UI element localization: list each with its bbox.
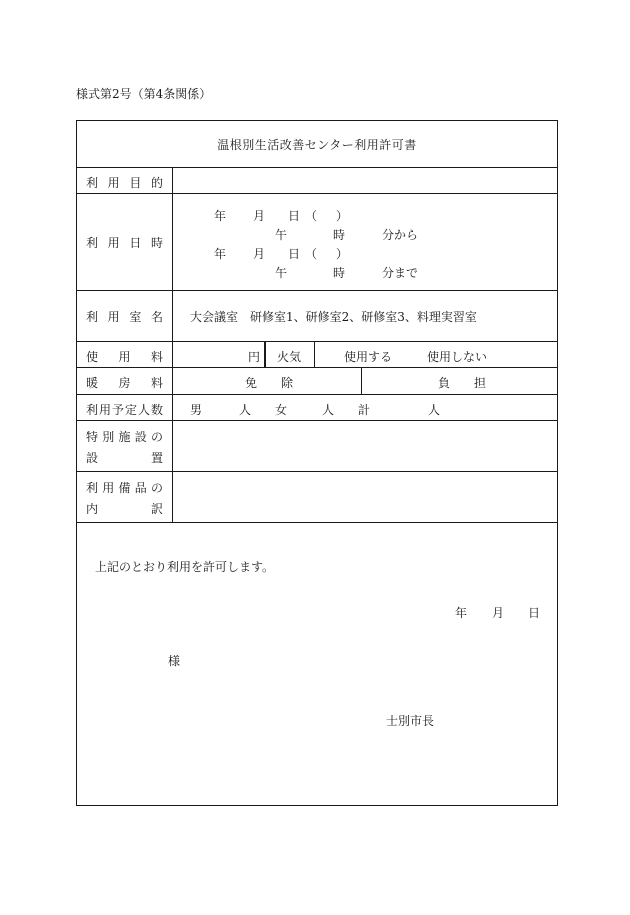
form-title: 温根別生活改善センター利用許可書: [77, 121, 558, 168]
male-unit: 人: [239, 403, 252, 417]
from-weekday-open: （: [305, 209, 318, 223]
from-ampm-label: 午: [275, 228, 288, 242]
heating-exempt-option[interactable]: 免 除: [245, 376, 294, 390]
to-month-label: 月: [253, 247, 266, 261]
to-day-label: 日: [288, 247, 301, 261]
to-weekday-close: ）: [336, 247, 349, 261]
male-label: 男: [190, 403, 203, 417]
permit-month-label: 月: [492, 606, 505, 620]
form-number: 様式第2号（第4条関係）: [76, 87, 212, 101]
to-ampm-label: 午: [275, 266, 288, 280]
people-value[interactable]: [173, 395, 558, 421]
permit-year-label: 年: [455, 606, 468, 620]
room-options: 大会議室 研修室1、研修室2、研修室3、料理実習室: [190, 310, 477, 324]
female-unit: 人: [322, 403, 335, 417]
heating-divider: [361, 368, 362, 395]
row-purpose: [77, 168, 558, 194]
to-minute-label: 分まで: [382, 266, 419, 280]
total-label: 計: [358, 403, 371, 417]
permit-statement: 上記のとおり利用を許可します。: [95, 560, 275, 574]
permit-day-label: 日: [528, 606, 541, 620]
to-year-label: 年: [214, 247, 227, 261]
female-label: 女: [275, 403, 288, 417]
row-permit: [77, 523, 558, 806]
room-label: 利用室名: [86, 310, 163, 324]
from-year-label: 年: [214, 209, 227, 223]
purpose-label: 利用目的: [86, 176, 163, 190]
row-heating: [77, 368, 558, 395]
purpose-value[interactable]: [173, 168, 558, 194]
fire-divider: [314, 342, 315, 368]
heating-value: [173, 368, 558, 395]
addressee-suffix: 様: [168, 654, 181, 668]
heating-label: 暖房料: [86, 376, 163, 390]
fee-value: [173, 342, 558, 368]
datetime-label: 利用日時: [86, 236, 163, 250]
people-label: 利用予定人数: [86, 403, 163, 417]
permit-form: [76, 120, 558, 806]
special-facility-label-1: 特別施設の: [86, 430, 163, 444]
room-value[interactable]: [173, 291, 558, 342]
equipment-value[interactable]: [173, 472, 558, 523]
fire-label: 火気: [277, 350, 302, 364]
equipment-label-2: 内訳: [86, 502, 163, 516]
to-hour-label: 時: [333, 266, 346, 280]
special-facility-value[interactable]: [173, 421, 558, 472]
from-day-label: 日: [288, 209, 301, 223]
permit-section: [77, 523, 558, 806]
fee-label: 使用料: [86, 350, 163, 364]
from-month-label: 月: [253, 209, 266, 223]
fee-divider: [264, 342, 266, 368]
total-unit: 人: [428, 403, 441, 417]
fee-yen: 円: [248, 350, 261, 364]
datetime-value[interactable]: [173, 194, 558, 291]
from-minute-label: 分から: [382, 228, 419, 242]
row-datetime: [77, 194, 558, 291]
row-people: [77, 395, 558, 421]
row-special-facility: [77, 421, 558, 472]
fire-use-option[interactable]: 使用する: [344, 350, 393, 364]
to-weekday-open: （: [305, 247, 318, 261]
from-weekday-close: ）: [336, 209, 349, 223]
row-fee: [77, 342, 558, 368]
heating-burden-option[interactable]: 負 担: [438, 376, 487, 390]
special-facility-label-2: 設置: [86, 451, 163, 465]
row-room: [77, 291, 558, 342]
from-hour-label: 時: [333, 228, 346, 242]
fire-not-use-option[interactable]: 使用しない: [427, 350, 488, 364]
issuer: 士別市長: [386, 714, 435, 728]
row-equipment: [77, 472, 558, 523]
equipment-label-1: 利用備品の: [86, 481, 163, 495]
